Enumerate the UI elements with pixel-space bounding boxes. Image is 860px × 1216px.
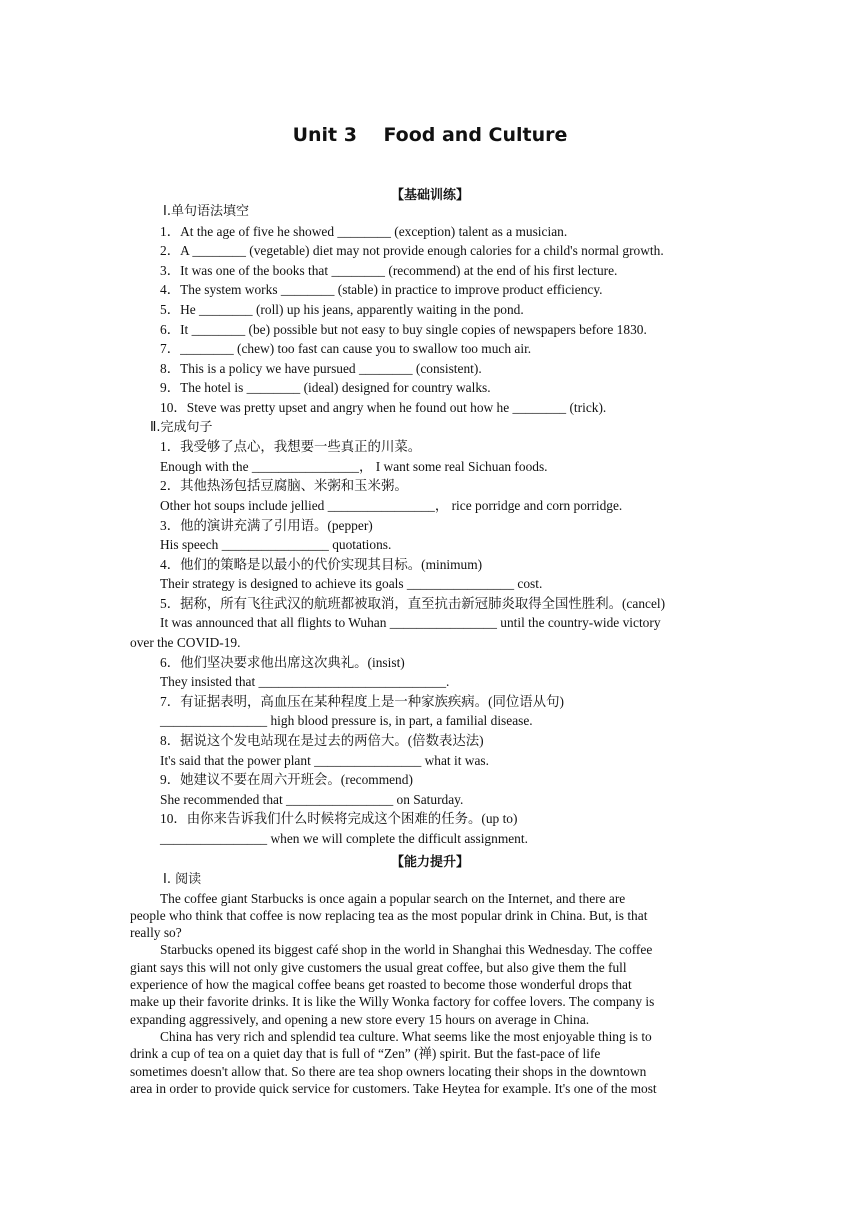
sentence-completion-list <box>130 437 730 848</box>
completion-line: 3．他的演讲充满了引用语。(pepper) <box>160 517 373 533</box>
part2-title: Ⅱ.完成句子 <box>150 419 213 435</box>
grammar-fill-list <box>130 222 730 418</box>
basic-training-heading: 【基础训练】 <box>390 188 469 203</box>
completion-line: 8．据说这个发电站现在是过去的两倍大。(倍数表达法) <box>160 733 484 749</box>
reading-title: Ⅰ. 阅读 <box>163 872 202 887</box>
reading-passage <box>130 890 730 1098</box>
grammar-item: 7．________ (chew) too fast can cause you to swallow too much air. <box>160 341 532 357</box>
completion-line: She recommended that ________________ on Saturday. <box>160 791 464 807</box>
completion-line: over the COVID-19. <box>130 635 241 651</box>
grammar-item: 10．Steve was pretty upset and angry when he found out how he ________ (trick). <box>160 399 607 415</box>
passage-line: China has very rich and splendid tea culture. What seems like the most enjoyable thing is to <box>160 1028 652 1044</box>
passage-line: drink a cup of tea on a quiet day that is full of “Zen” (禅) spirit. But the fast-pace of life <box>130 1046 601 1062</box>
completion-line: 7．有证据表明，高血压在某种程度上是一种家族疾病。(同位语从句) <box>160 693 564 709</box>
completion-line: It's said that the power plant ________________ what it was. <box>160 752 489 768</box>
grammar-item: 5．He ________ (roll) up his jeans, apparently waiting in the pond. <box>160 301 524 317</box>
page-title: Unit 3 Food and Culture <box>292 124 568 146</box>
grammar-item: 2．A ________ (vegetable) diet may not provide enough calories for a child's normal growth. <box>160 243 664 259</box>
reading-section <box>130 870 730 1097</box>
grammar-item: 8．This is a policy we have pursued ________ (consistent). <box>160 360 482 376</box>
part1-title: Ⅰ.单句语法填空 <box>163 204 249 219</box>
grammar-item: 9．The hotel is ________ (ideal) designed for country walks. <box>160 380 491 396</box>
passage-line: expanding aggressively, and opening a new store every 15 hours on average in China. <box>130 1011 590 1027</box>
completion-line: His speech ________________ quotations. <box>160 537 392 553</box>
passage-line: giant says this will not only give customers the usual great coffee, but also give them the full <box>130 959 627 975</box>
grammar-item: 6．It ________ (be) possible but not easy to buy single copies of newspapers before 1830. <box>160 321 647 337</box>
advanced-heading: 【能力提升】 <box>390 855 469 870</box>
completion-line: Other hot soups include jellied ________________， rice porridge and corn porridge. <box>160 497 623 513</box>
completion-line: 10．由你来告诉我们什么时候将完成这个困难的任务。(up to) <box>160 811 518 827</box>
passage-line: area in order to provide quick service for customers. Take Heytea for example. It's one of the most <box>130 1080 657 1096</box>
basic-training-section <box>130 202 730 849</box>
grammar-item: 1．At the age of five he showed ________ (exception) talent as a musician. <box>160 223 568 239</box>
passage-line: experience of how the magical coffee beans get roasted to become those wonderful drops that <box>130 977 632 993</box>
completion-line: 9．她建议不要在周六开班会。(recommend) <box>160 772 413 788</box>
grammar-item: 4．The system works ________ (stable) in practice to improve product efficiency. <box>160 282 603 298</box>
completion-line: 2．其他热汤包括豆腐脑、米粥和玉米粥。 <box>160 478 408 494</box>
completion-line: Enough with the ________________， I want some real Sichuan foods. <box>160 458 548 474</box>
completion-line: 4．他们的策略是以最小的代价实现其目标。(minimum) <box>160 556 483 572</box>
passage-line: really so? <box>130 925 182 941</box>
completion-line: They insisted that ____________________________. <box>160 674 450 690</box>
completion-line: It was announced that all flights to Wuhan ________________ until the country-wide victory <box>160 615 661 631</box>
completion-line: 1．我受够了点心，我想要一些真正的川菜。 <box>160 439 422 455</box>
completion-line: 6．他们坚决要求他出席这次典礼。(insist) <box>160 654 405 670</box>
completion-line: ________________ when we will complete the difficult assignment. <box>160 831 528 846</box>
passage-line: people who think that coffee is now replacing tea as the most popular drink in China. But, is that <box>130 907 648 923</box>
completion-line: 5．据称，所有飞往武汉的航班都被取消，直至抗击新冠肺炎取得全国性胜利。(cancel) <box>160 595 666 611</box>
completion-line: Their strategy is designed to achieve its goals ________________ cost. <box>160 576 543 592</box>
completion-line: ________________ high blood pressure is, in part, a familial disease. <box>160 713 533 729</box>
passage-line: make up their favorite drinks. It is like the Willy Wonka factory for coffee lovers. The company is <box>130 994 655 1010</box>
passage-line: Starbucks opened its biggest café shop in the world in Shanghai this Wednesday. The coffee <box>160 942 653 958</box>
passage-line: The coffee giant Starbucks is once again a popular search on the Internet, and there are <box>160 890 626 906</box>
grammar-item: 3．It was one of the books that ________ (recommend) at the end of his first lecture. <box>160 262 618 278</box>
passage-line: sometimes doesn't allow that. So there are tea shop owners locating their shops in the downtown <box>130 1063 647 1079</box>
